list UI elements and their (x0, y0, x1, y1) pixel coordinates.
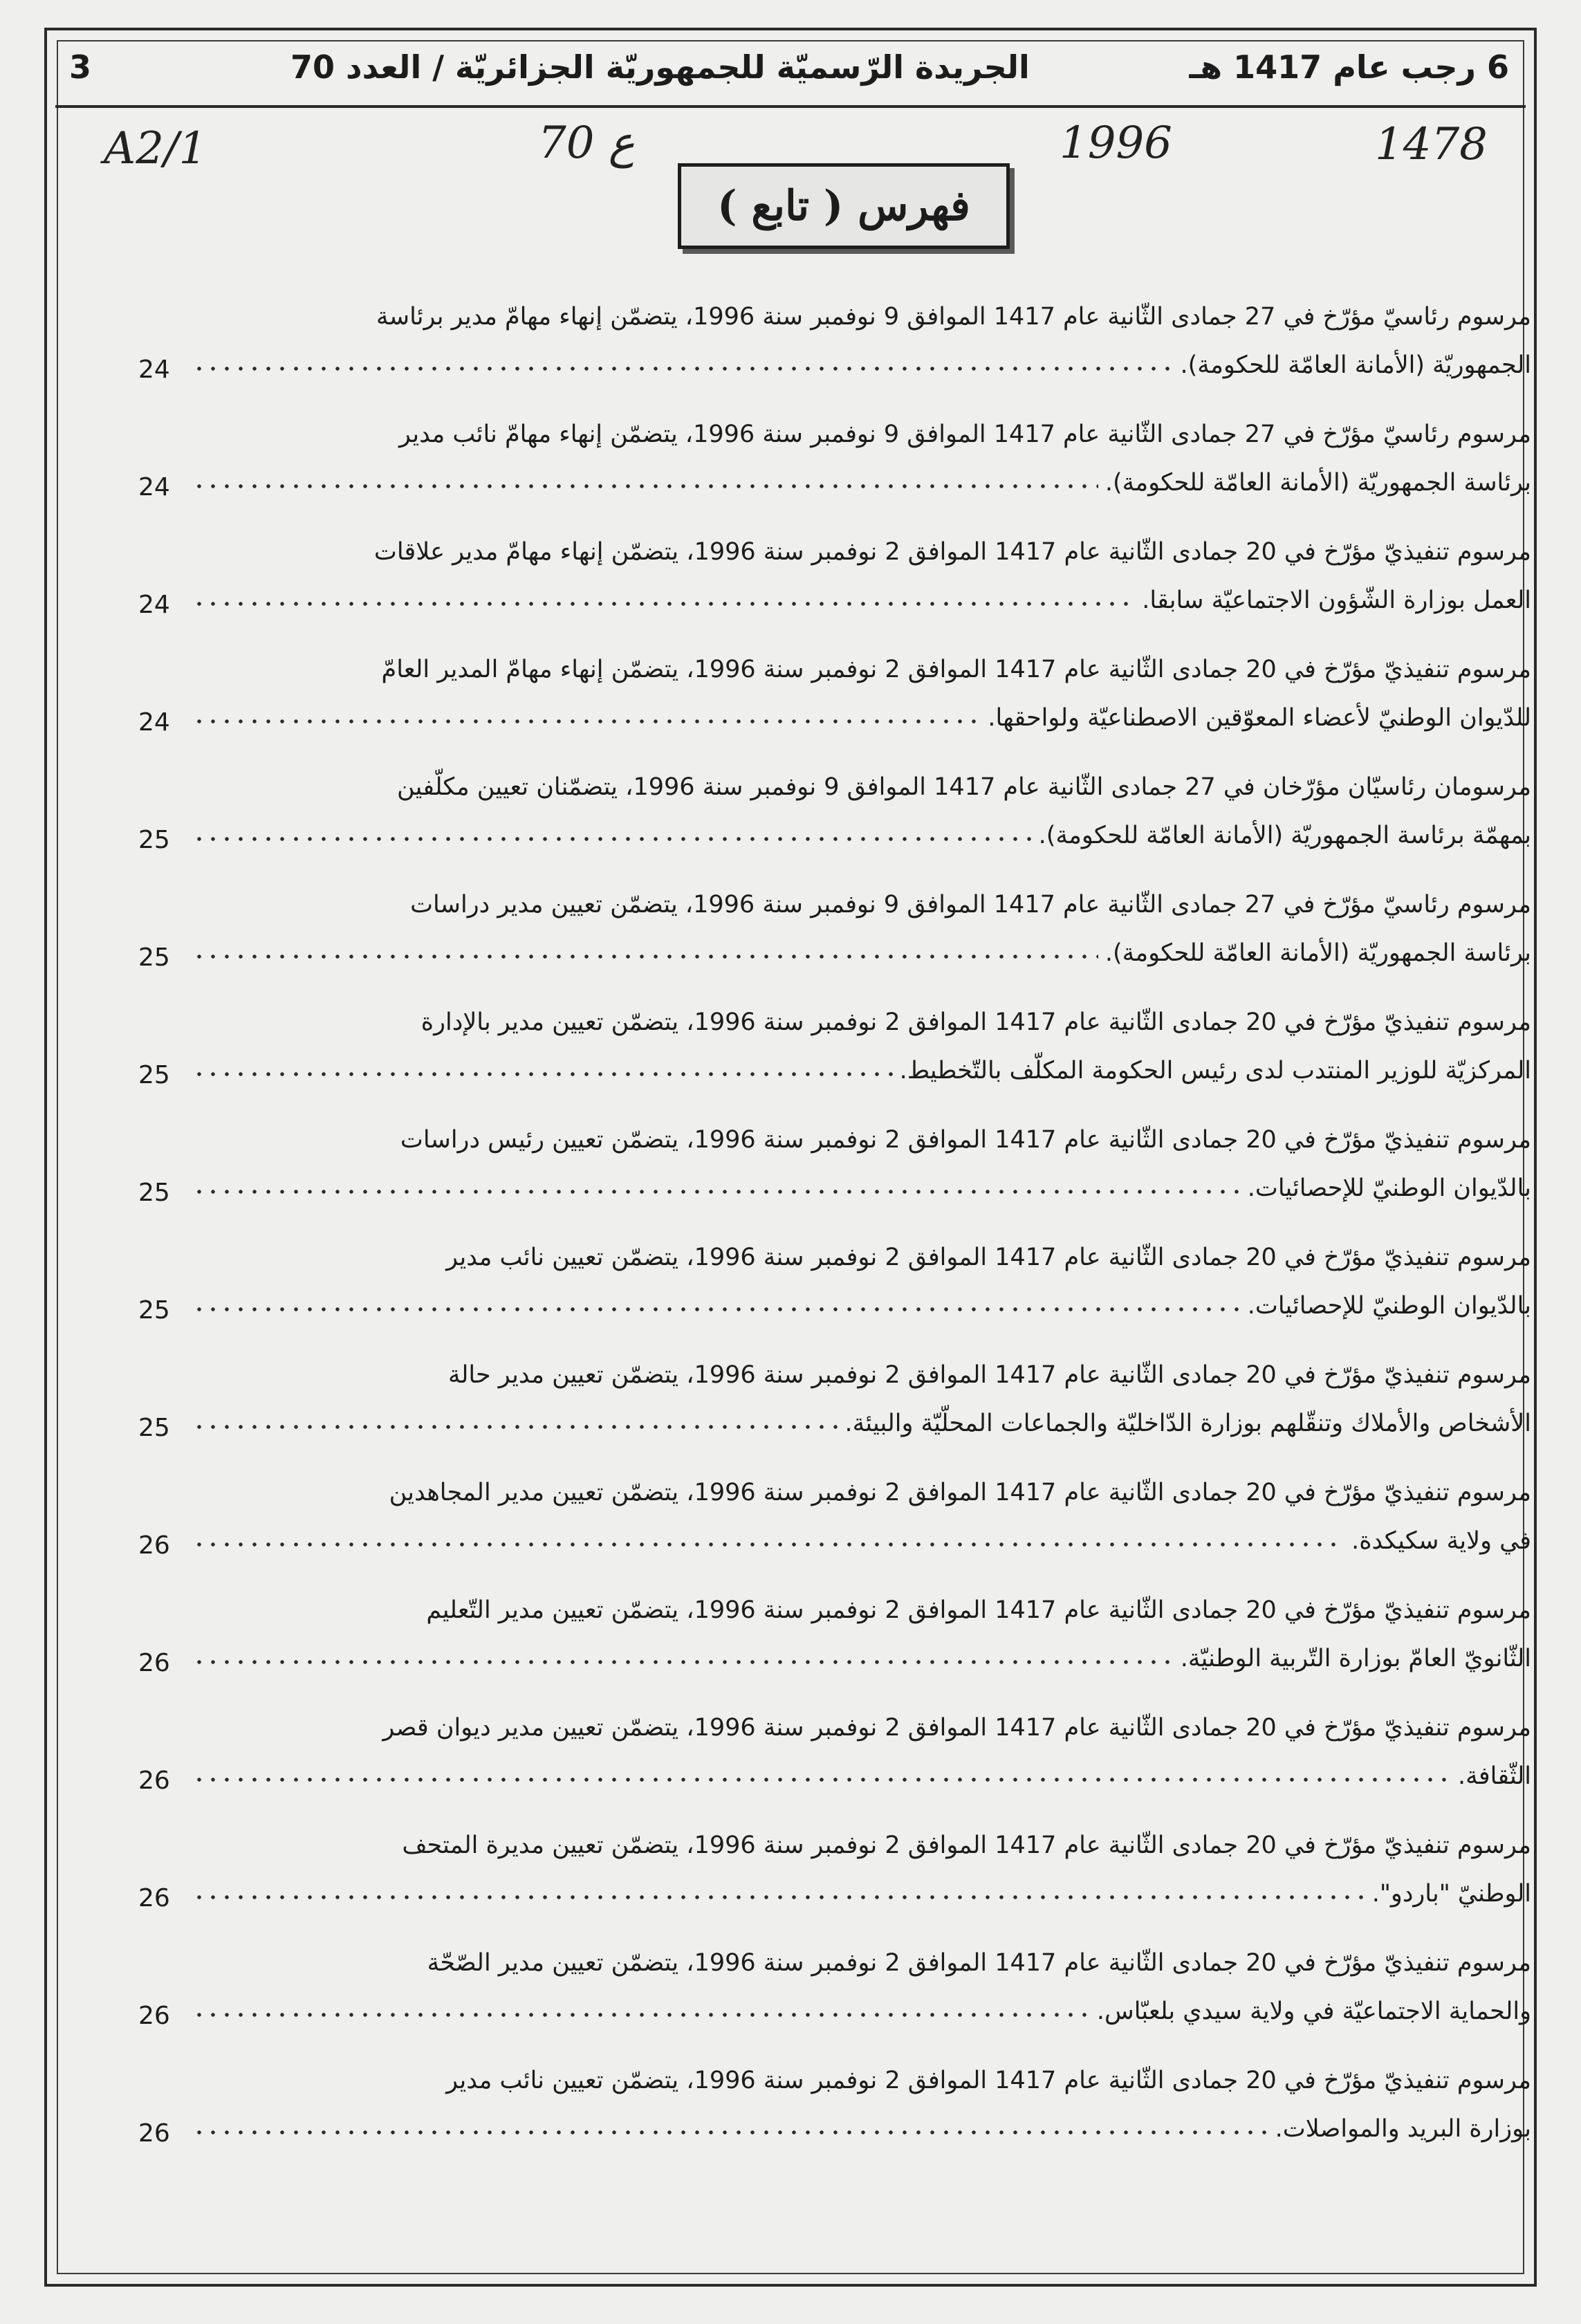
index-entry (111, 1948, 1545, 2058)
index-entry (111, 1713, 1545, 1823)
index-entry (111, 654, 1545, 765)
index-entry (111, 772, 1545, 883)
leader-dots (192, 1542, 1344, 1547)
entry-page-number: 25 (138, 826, 170, 854)
entry-page-number: 25 (138, 1296, 170, 1325)
entry-line-1: مرسوم رئاسيّ مؤرّخ في 27 جمادى الثّانية عام 1417 الموافق 9 نوفمبر سنة 1996، يتضمّن إنهاء مهامّ مدير برئاسة (376, 303, 1531, 331)
header-title: الجريدة الرّسميّة للجمهوريّة الجزائريّة / العدد 70 (290, 48, 1030, 86)
entry-line-1: مرسوم تنفيذيّ مؤرّخ في 20 جمادى الثّانية عام 1417 الموافق 2 نوفمبر سنة 1996، يتضمّن إنهاء مهامّ المدير العامّ (381, 656, 1531, 683)
entry-page-number: 26 (138, 2119, 170, 2148)
entry-page-number: 24 (138, 356, 170, 384)
entry-line-1: مرسوم تنفيذيّ مؤرّخ في 20 جمادى الثّانية عام 1417 الموافق 2 نوفمبر سنة 1996، يتضمّن تعيين نائب مدير (446, 1244, 1531, 1271)
entry-line-1: مرسوم تنفيذيّ مؤرّخ في 20 جمادى الثّانية عام 1417 الموافق 2 نوفمبر سنة 1996، يتضمّن تعيين مدير بالإدارة (420, 1008, 1531, 1036)
entry-line-2: بوزارة البريد والمواصلات. (1275, 2115, 1531, 2143)
entry-line-1: مرسوم رئاسيّ مؤرّخ في 27 جمادى الثّانية عام 1417 الموافق 9 نوفمبر سنة 1996، يتضمّن تعيين مدير دراسات (410, 891, 1531, 919)
entry-line-2: العمل بوزارة الشّؤون الاجتماعيّة سابقا. (1142, 587, 1531, 614)
entry-page-number: 26 (138, 2002, 170, 2030)
entry-page-number: 25 (138, 1061, 170, 1089)
entry-line-2: والحماية الاجتماعيّة في ولاية سيدي بلعبّاس. (1096, 1998, 1531, 2025)
entry-line-1: مرسومان رئاسيّان مؤرّخان في 27 جمادى الثّانية عام 1417 الموافق 9 نوفمبر سنة 1996، يتضمّنان تعيين مكلّفين (397, 773, 1531, 801)
entry-page-number: 25 (138, 1414, 170, 1442)
leader-dots (192, 2013, 1090, 2017)
index-title: فهرس ( تابع ) (717, 182, 970, 230)
entry-line-2: الوطنيّ "باردو". (1371, 1880, 1531, 1908)
entry-page-number: 26 (138, 1531, 170, 1560)
index-entry (111, 1830, 1545, 1941)
entry-line-2: الثّقافة. (1458, 1762, 1531, 1790)
entry-line-2: في ولاية سكيكدة. (1351, 1527, 1531, 1555)
entry-line-2: الجمهوريّة (الأمانة العامّة للحكومة). (1180, 351, 1531, 379)
entry-line-1: مرسوم تنفيذيّ مؤرّخ في 20 جمادى الثّانية عام 1417 الموافق 2 نوفمبر سنة 1996، يتضمّن تعيين مدير الصّحّة (427, 1949, 1531, 1977)
index-entry (111, 1007, 1545, 1118)
leader-dots (192, 837, 1032, 841)
leader-dots (192, 484, 1098, 488)
entry-line-1: مرسوم رئاسيّ مؤرّخ في 27 جمادى الثّانية عام 1417 الموافق 9 نوفمبر سنة 1996، يتضمّن إنهاء مهامّ نائب مدير (399, 421, 1531, 448)
leader-dots (192, 1895, 1365, 1899)
entry-line-2: المركزيّة للوزير المنتدب لدى رئيس الحكومة المكلّف بالتّخطيط. (899, 1057, 1531, 1085)
index-title-box (678, 163, 1010, 249)
leader-dots (192, 719, 981, 723)
entry-line-1: مرسوم تنفيذيّ مؤرّخ في 20 جمادى الثّانية عام 1417 الموافق 2 نوفمبر سنة 1996، يتضمّن تعيين رئيس دراسات (400, 1126, 1531, 1154)
entry-line-2: الأشخاص والأملاك وتنقّلهم بوزارة الدّاخليّة والجماعات المحلّيّة والبيئة. (844, 1410, 1531, 1437)
index-entry (111, 1242, 1545, 1353)
leader-dots (192, 1072, 893, 1076)
entry-page-number: 26 (138, 1767, 170, 1795)
entry-line-2: بالدّيوان الوطنيّ للإحصائيات. (1247, 1174, 1531, 1202)
entry-page-number: 25 (138, 1179, 170, 1207)
index-entry (111, 1477, 1545, 1588)
entry-page-number: 24 (138, 473, 170, 501)
index-entry (111, 537, 1545, 647)
index-entry (111, 302, 1545, 412)
handwritten-note: 70 ع (538, 118, 635, 169)
entry-page-number: 24 (138, 708, 170, 737)
entry-page-number: 26 (138, 1649, 170, 1677)
index-entry (111, 889, 1545, 1000)
leader-dots (192, 602, 1135, 606)
entry-line-1: مرسوم تنفيذيّ مؤرّخ في 20 جمادى الثّانية عام 1417 الموافق 2 نوفمبر سنة 1996، يتضمّن تعيين مدير ديوان قصر (382, 1714, 1531, 1742)
entry-page-number: 26 (138, 1884, 170, 1912)
leader-dots (192, 367, 1174, 371)
leader-dots (192, 1307, 1241, 1311)
leader-dots (192, 1778, 1451, 1782)
entry-line-1: مرسوم تنفيذيّ مؤرّخ في 20 جمادى الثّانية عام 1417 الموافق 2 نوفمبر سنة 1996، يتضمّن تعيين مديرة المتحف (402, 1832, 1531, 1859)
entry-line-2: بالدّيوان الوطنيّ للإحصائيات. (1247, 1292, 1531, 1320)
handwritten-note: 1478 (1375, 119, 1488, 170)
index-entry (111, 419, 1545, 530)
leader-dots (192, 2130, 1268, 2134)
entry-line-2: للدّيوان الوطنيّ لأعضاء المعوّقين الاصطناعيّة ولواحقها. (988, 704, 1531, 732)
handwritten-note: A2/1 (104, 123, 207, 174)
index-entry (111, 1595, 1545, 1706)
entry-line-2: الثّانويّ العامّ بوزارة التّربية الوطنيّة. (1180, 1645, 1531, 1672)
leader-dots (192, 1660, 1174, 1664)
leader-dots (192, 1190, 1241, 1194)
leader-dots (192, 954, 1098, 959)
entry-page-number: 24 (138, 591, 170, 619)
index-entry (111, 1125, 1545, 1235)
entry-line-1: مرسوم تنفيذيّ مؤرّخ في 20 جمادى الثّانية عام 1417 الموافق 2 نوفمبر سنة 1996، يتضمّن تعيين مدير المجاهدين (389, 1479, 1531, 1506)
index-entry (111, 2065, 1545, 2176)
entry-line-2: بمهمّة برئاسة الجمهوريّة (الأمانة العامّة للحكومة). (1038, 822, 1531, 849)
entry-line-2: برئاسة الجمهوريّة (الأمانة العامّة للحكومة). (1104, 469, 1531, 497)
handwritten-note: 1996 (1060, 118, 1172, 169)
entry-line-2: برئاسة الجمهوريّة (الأمانة العامّة للحكومة). (1104, 939, 1531, 967)
entry-line-1: مرسوم تنفيذيّ مؤرّخ في 20 جمادى الثّانية عام 1417 الموافق 2 نوفمبر سنة 1996، يتضمّن تعيين مدير حالة (447, 1361, 1531, 1389)
leader-dots (192, 1425, 838, 1429)
entry-page-number: 25 (138, 943, 170, 972)
page-header (55, 39, 1526, 108)
entry-line-1: مرسوم تنفيذيّ مؤرّخ في 20 جمادى الثّانية عام 1417 الموافق 2 نوفمبر سنة 1996، يتضمّن إنهاء مهامّ مدير علاقات (373, 538, 1531, 566)
entry-line-1: مرسوم تنفيذيّ مؤرّخ في 20 جمادى الثّانية عام 1417 الموافق 2 نوفمبر سنة 1996، يتضمّن تعيين مدير التّعليم (426, 1596, 1531, 1624)
header-date: 6 رجب عام 1417 هـ (1189, 48, 1509, 86)
entry-line-1: مرسوم تنفيذيّ مؤرّخ في 20 جمادى الثّانية عام 1417 الموافق 2 نوفمبر سنة 1996، يتضمّن تعيين نائب مدير (446, 2067, 1531, 2094)
index-entry (111, 1360, 1545, 1470)
header-page-number: 3 (69, 48, 92, 86)
